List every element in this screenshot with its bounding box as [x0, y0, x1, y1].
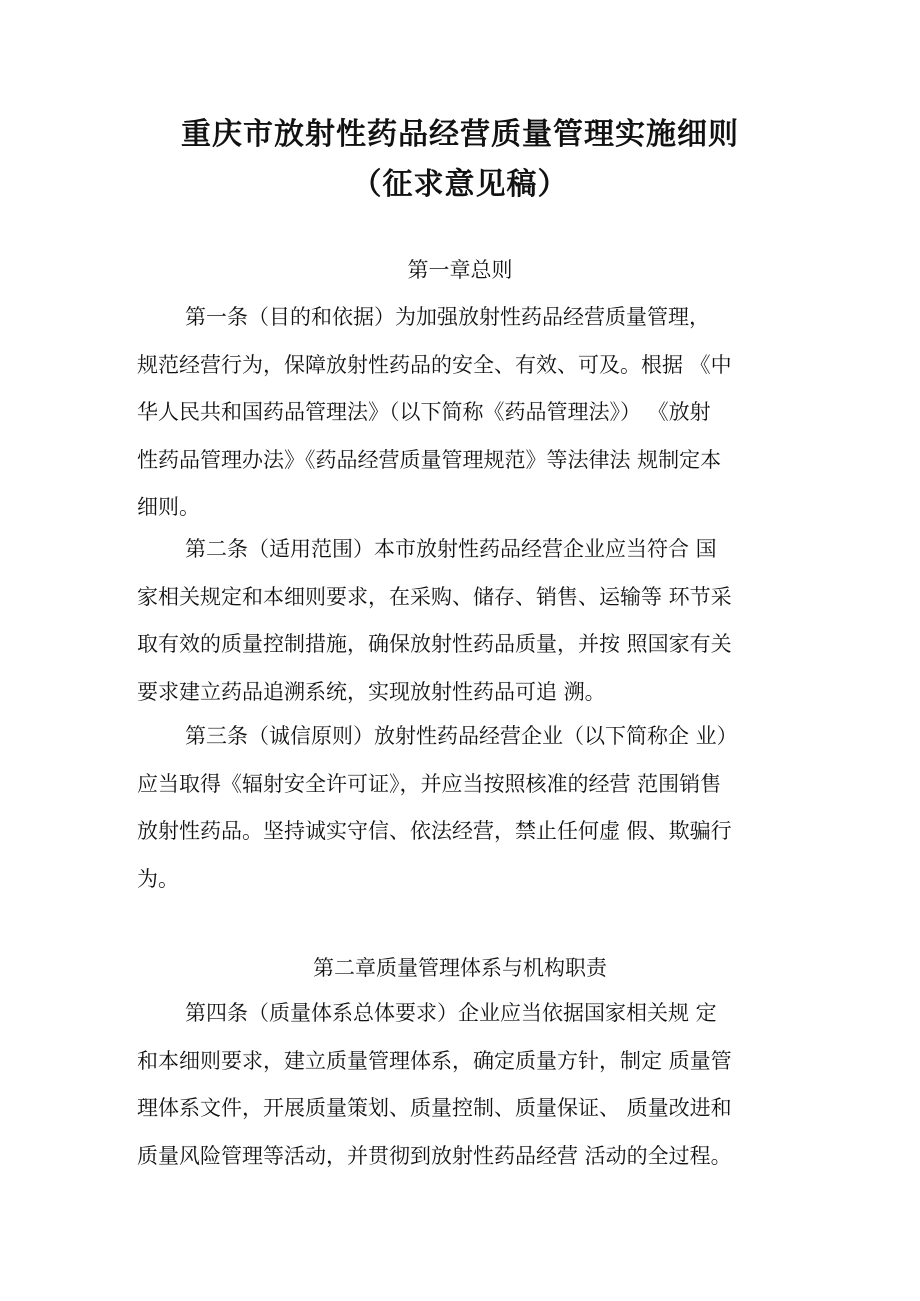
article-4 [137, 990, 797, 1180]
article-2-line: 家相关规定和本细则要求，在采购、储存、销售、运输等 环节采 [137, 584, 732, 609]
article-2-line: 第二条（适用范围）本市放射性药品经营企业应当符合 国 [185, 537, 717, 561]
article-4-line: 第四条（质量体系总体要求）企业应当依据国家相关规 定 [185, 1001, 717, 1025]
title-block [0, 110, 920, 210]
article-2 [137, 526, 797, 716]
article-4-line: 理体系文件，开展质量策划、质量控制、质量保证、 质量改进和 [137, 1096, 732, 1120]
chapter-1-heading: 第一章总则 [407, 258, 513, 282]
article-3-line: 第三条（诚信原则）放射性药品经营企业（以下简称企 业） [185, 724, 738, 748]
article-1 [137, 294, 797, 532]
article-3-line: 放射性药品。坚持诚实守信、依法经营，禁止任何虚 假、欺骗行 [137, 819, 732, 843]
article-4-line: 质量风险管理等活动，并贯彻到放射性药品经营 活动的全过程。 [137, 1143, 732, 1168]
article-2-line: 取有效的质量控制措施，确保放射性药品质量，并按 照国家有关 [137, 632, 732, 656]
article-3 [137, 713, 797, 903]
document-subtitle: （征求意见稿） [351, 167, 569, 202]
article-3-line: 为。 [137, 866, 179, 891]
article-1-line: 性药品管理办法》《药品经营质量管理规范》等法律法 规制定本 [137, 447, 722, 472]
article-2-line: 要求建立药品追溯系统，实现放射性药品可追 溯。 [137, 679, 606, 704]
document-title: 重庆市放射性药品经营质量管理实施细则 [181, 117, 739, 152]
article-1-line: 华人民共和国药品管理法》（以下简称《药品管理法》） 《放射 [137, 400, 711, 424]
article-1-line: 第一条（目的和依据）为加强放射性药品经营质量管理， [185, 305, 710, 329]
article-4-line: 和本细则要求，建立质量管理体系，确定质量方针，制定 质量管 [137, 1048, 732, 1073]
article-1-line: 细则。 [137, 495, 200, 519]
article-1-line: 规范经营行为，保障放射性药品的安全、有效、可及。根据 《中 [137, 352, 732, 377]
article-3-line: 应当取得《辐射安全许可证》，并应当按照核准的经营 范围销售 [137, 771, 722, 796]
chapter-2-heading: 第二章质量管理体系与机构职责 [313, 956, 607, 980]
